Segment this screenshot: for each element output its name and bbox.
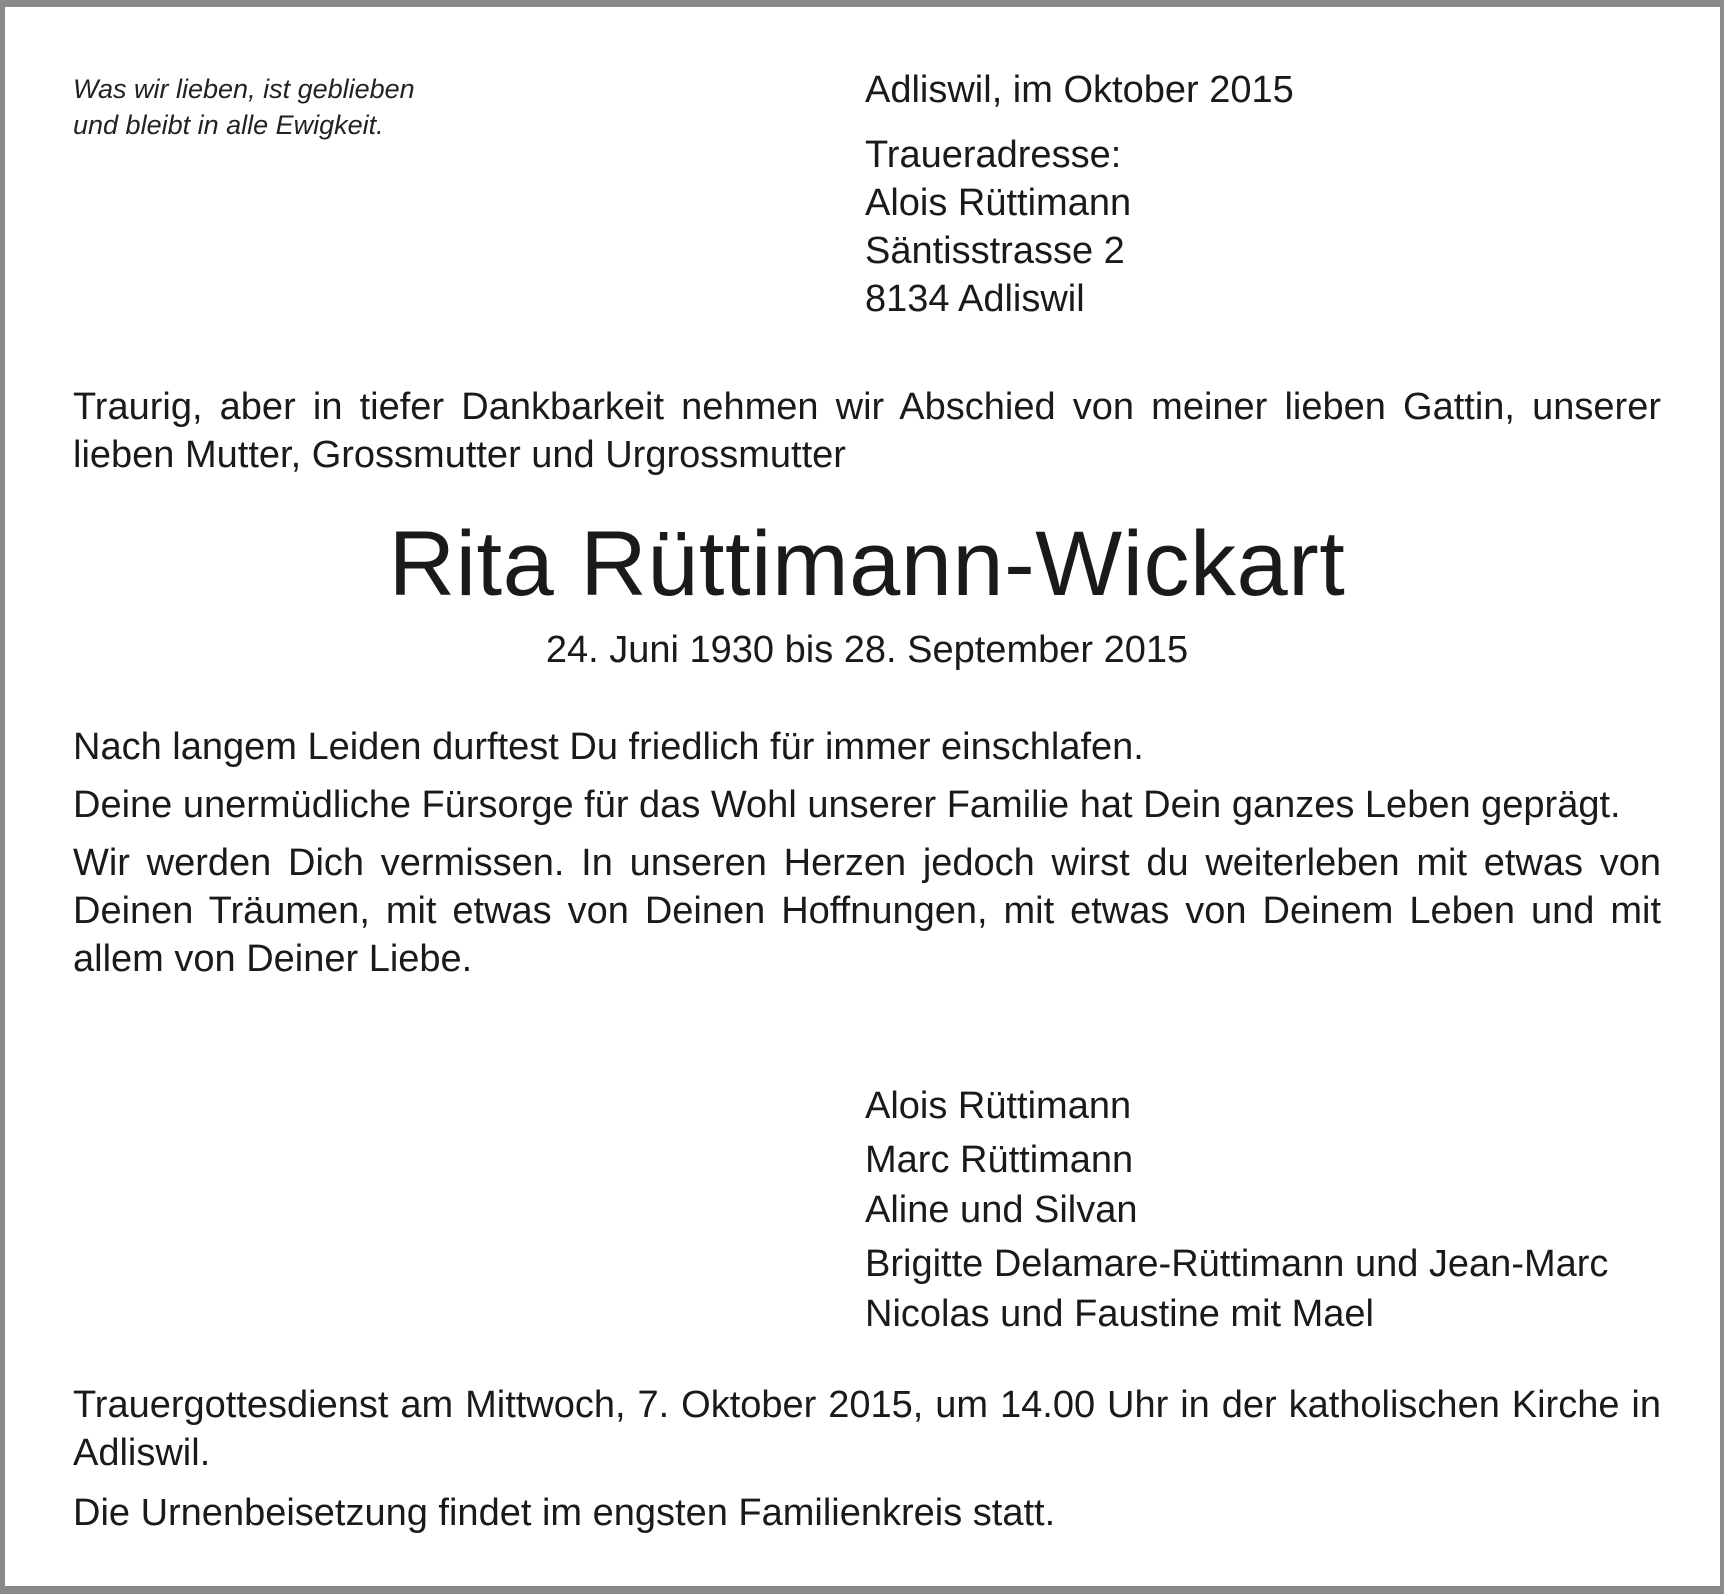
address-name: Alois Rüttimann	[865, 182, 1132, 224]
farewell-paragraph-2: Deine unermüdliche Fürsorge für das Wohl unserer Familie hat Dein ganzes Leben geprägt.	[73, 784, 1621, 826]
signatory: Brigitte Delamare-Rüttimann und Jean-Marc	[865, 1243, 1609, 1285]
address-label: Traueradresse:	[865, 134, 1122, 176]
address-street: Säntisstrasse 2	[865, 230, 1125, 272]
service-paragraph-2: Die Urnenbeisetzung findet im engsten Familienkreis statt.	[73, 1492, 1056, 1534]
service-paragraph-1: Trauergottesdienst am Mittwoch, 7. Oktober 2015, um 14.00 Uhr in der katholischen Kirche in Adliswil.	[73, 1384, 1661, 1474]
signatory: Marc Rüttimann	[865, 1139, 1134, 1181]
signatory: Nicolas und Faustine mit Mael	[865, 1293, 1374, 1335]
motto-line-2: und bleibt in alle Ewigkeit.	[73, 110, 384, 140]
place-date: Adliswil, im Oktober 2015	[865, 69, 1294, 111]
signatories	[865, 1081, 1608, 1339]
farewell-paragraph-3: Wir werden Dich vermissen. In unseren Herzen jedoch wirst du weiterleben mit etwas von Deinen Träumen, mit etwas von Deinen Hoffnungen, mit etwas von Deinem Leben und mit allem von Deiner Liebe.	[73, 842, 1661, 980]
life-dates: 24. Juni 1930 bis 28. September 2015	[545, 629, 1189, 671]
signatory: Aline und Silvan	[865, 1189, 1138, 1231]
mourning-address	[865, 131, 1131, 323]
motto	[73, 71, 415, 143]
motto-line-1: Was wir lieben, ist geblieben	[73, 74, 415, 104]
service-info	[73, 1381, 1661, 1549]
intro-text: Traurig, aber in tiefer Dankbarkeit nehmen wir Abschied von meiner lieben Gattin, unserer lieben Mutter, Grossmutter und Urgrossmutter	[73, 386, 1661, 476]
signatory: Alois Rüttimann	[865, 1085, 1132, 1127]
farewell-paragraph-1: Nach langem Leiden durftest Du friedlich für immer einschlafen.	[73, 726, 1144, 768]
deceased-name: Rita Rüttimann-Wickart	[388, 513, 1346, 615]
farewell-text	[73, 723, 1661, 993]
address-city: 8134 Adliswil	[865, 278, 1085, 320]
